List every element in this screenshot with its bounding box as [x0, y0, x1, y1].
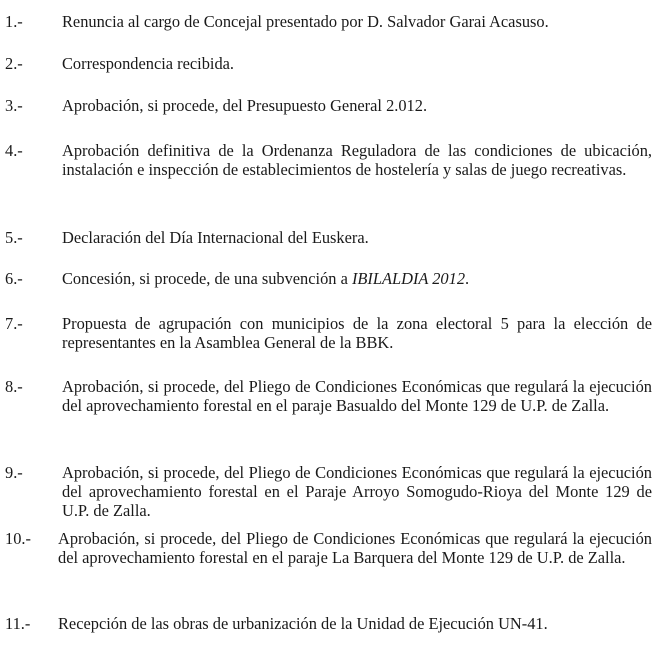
item-text: Recepción de las obras de urbanización de la Unidad de Ejecución UN-41. [58, 614, 548, 633]
item-text: Aprobación, si procede, del Pliego de Condiciones Económicas que regulará la ejecución del aprovechamiento forestal en el paraje La Barquera del Monte 129 de U.P. de Zalla. [58, 529, 652, 567]
item-text-italic: IBILALDIA 2012 [351, 269, 466, 288]
item-number: 6.- [5, 269, 23, 288]
item-number: 10.- [5, 529, 31, 548]
item-text-end: . [465, 269, 470, 288]
item-number: 4.- [5, 141, 23, 160]
item-text: Declaración del Día Internacional del Euskera. [62, 228, 369, 247]
item-text: Renuncia al cargo de Concejal presentado por D. Salvador Garai Acasuso. [62, 12, 549, 31]
item-text: Aprobación, si procede, del Presupuesto General 2.012. [62, 96, 428, 115]
item-text: Aprobación definitiva de la Ordenanza Reguladora de las condiciones de ubicación, instalación e inspección de establecimientos de hostelería y salas de juego recreativas. [62, 141, 652, 179]
item-number: 1.- [5, 12, 23, 31]
item-text: Aprobación, si procede, del Pliego de Condiciones Económicas que regulará la ejecución del aprovechamiento forestal en el Paraje Arroyo Somogudo-Rioya del Monte 129 de U.P. de Zalla. [62, 463, 652, 520]
item-number: 9.- [5, 463, 23, 482]
item-text: Correspondencia recibida. [62, 54, 235, 73]
item-text-lead: Concesión, si procede, de una subvención a [62, 269, 352, 288]
item-number: 2.- [5, 54, 23, 73]
item-number: 3.- [5, 96, 23, 115]
item-number: 11.- [5, 614, 31, 633]
item-number: 8.- [5, 377, 23, 396]
item-text: Propuesta de agrupación con municipios de la zona electoral 5 para la elección de representantes en la Asamblea General de la BBK. [62, 314, 652, 352]
item-text: Aprobación, si procede, del Pliego de Condiciones Económicas que regulará la ejecución del aprovechamiento forestal en el paraje Basualdo del Monte 129 de U.P. de Zalla. [62, 377, 652, 415]
item-number: 7.- [5, 314, 23, 333]
item-number: 5.- [5, 228, 23, 247]
item-text [62, 269, 652, 288]
